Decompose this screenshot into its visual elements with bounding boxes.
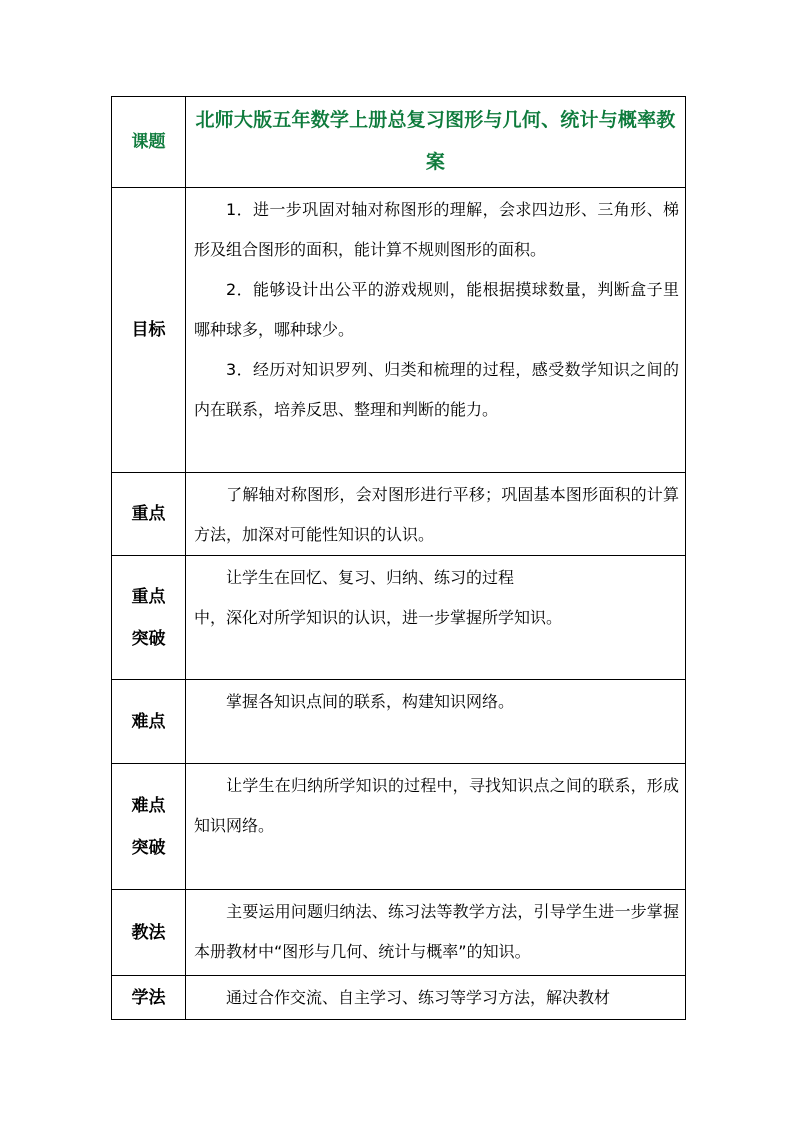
key-breakthrough-line1-text: 让学生在回忆、复习、归纳、练习的过程 [226, 568, 515, 587]
key-breakthrough-label-cell [112, 556, 186, 680]
difficulty-label-cell [112, 680, 186, 764]
lesson-title: 北师大版五年数学上册总复习图形与几何、统计与概率教案 [195, 109, 676, 173]
key-breakthrough-label-line2: 突破 [131, 628, 166, 649]
key-points-label: 重点 [131, 504, 166, 524]
goal-item-3 [186, 350, 685, 430]
lesson-plan-table [111, 96, 686, 1020]
table-row-teaching-method [112, 890, 686, 976]
difficulty-breakthrough-label-line1: 难点 [131, 795, 166, 816]
goals-content-cell [186, 188, 686, 473]
key-breakthrough-line2: 中，深化对所学知识的认识，进一步掌握所学知识。 [194, 608, 563, 627]
learning-method-content-cell [186, 976, 686, 1020]
title-label: 课题 [131, 132, 166, 152]
key-points-content-cell [186, 473, 686, 556]
goal-item-2-text: 2．能够设计出公平的游戏规则，能根据摸球数量，判断盒子里哪种球多，哪种球少。 [194, 280, 679, 339]
learning-method-text-span: 通过合作交流、自主学习、练习等学习方法，解决教材 [226, 987, 611, 1007]
key-breakthrough-content-cell [186, 556, 686, 680]
goals-label-cell [112, 188, 186, 473]
table-row-key-breakthrough [112, 556, 686, 680]
learning-method-label-cell [112, 976, 186, 1020]
table-row-goals [112, 188, 686, 473]
difficulty-text [186, 680, 685, 722]
teaching-method-text-span: 主要运用问题归纳法、练习法等教学方法，引导学生进一步掌握本册教材中“图形与几何、统计与概率”的知识。 [194, 902, 679, 961]
goal-item-1-text: 1．进一步巩固对轴对称图形的理解，会求四边形、三角形、梯形及组合图形的面积，能计算不规则图形的面积。 [194, 200, 679, 259]
teaching-method-content-cell [186, 890, 686, 976]
difficulty-text-span: 掌握各知识点间的联系，构建知识网络。 [226, 692, 515, 711]
learning-method-label: 学法 [131, 987, 166, 1008]
table-row-title [112, 97, 686, 188]
teaching-method-label: 教法 [131, 922, 166, 943]
difficulty-breakthrough-text [186, 764, 685, 846]
table-row-key-points [112, 473, 686, 556]
title-label-cell [112, 97, 186, 188]
difficulty-breakthrough-label-line2: 突破 [131, 837, 166, 858]
table-row-learning-method [112, 976, 686, 1020]
difficulty-label: 难点 [131, 711, 166, 732]
key-points-text [186, 473, 685, 555]
table-row-difficulty-breakthrough [112, 764, 686, 890]
table-row-difficulty [112, 680, 686, 764]
teaching-method-text [186, 890, 685, 972]
key-points-label-cell [112, 473, 186, 556]
difficulty-breakthrough-text-span: 让学生在归纳所学知识的过程中，寻找知识点之间的联系，形成知识网络。 [194, 776, 679, 835]
key-points-text-span: 了解轴对称图形，会对图形进行平移；巩固基本图形面积的计算方法，加深对可能性知识的认识。 [194, 485, 679, 544]
goals-label: 目标 [131, 320, 166, 340]
learning-method-text [186, 978, 685, 1018]
teaching-method-label-cell [112, 890, 186, 976]
key-breakthrough-line1 [186, 556, 685, 598]
title-content-cell [186, 97, 686, 188]
goal-item-3-text: 3．经历对知识罗列、归类和梳理的过程，感受数学知识之间的内在联系，培养反思、整理和判断的能力。 [194, 360, 679, 419]
difficulty-breakthrough-label-cell [112, 764, 186, 890]
goal-item-2 [186, 270, 685, 350]
key-breakthrough-label-line1: 重点 [131, 586, 166, 607]
difficulty-content-cell [186, 680, 686, 764]
difficulty-breakthrough-content-cell [186, 764, 686, 890]
goal-item-1 [186, 190, 685, 270]
